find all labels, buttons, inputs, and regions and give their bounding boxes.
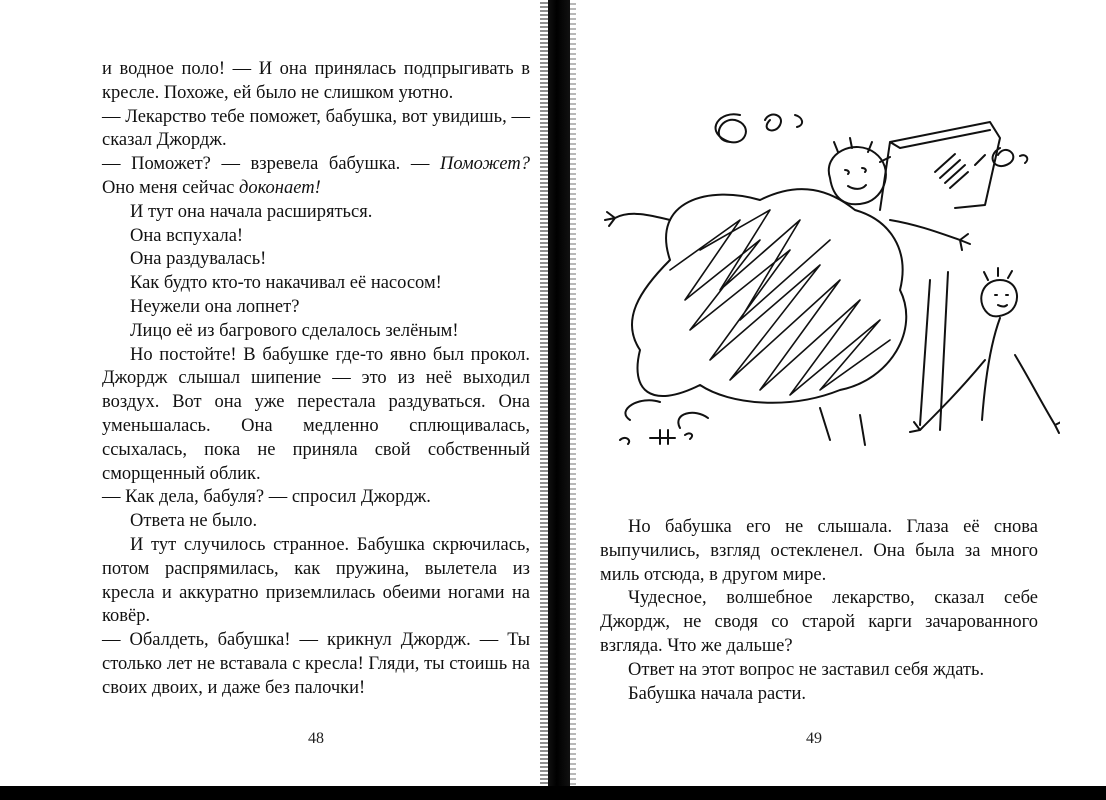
air-swirl-1: [716, 114, 803, 142]
paragraph: [102, 510, 530, 534]
armchair-legs: [820, 272, 948, 445]
illustration: [590, 90, 1060, 450]
text-segment: Оно меня сейчас: [102, 177, 239, 198]
paragraph: [102, 486, 530, 510]
left-page: [0, 0, 548, 800]
text-segment: И тут случилось странное. Бабушка скрючилась, потом распрямилась, как пружина, вылетела из кресла и аккуратно приземлилась обеими ногами на ковёр.: [102, 534, 530, 627]
text-segment: — Обалдеть, бабушка! — крикнул Джордж. — Ты столько лет не вставала с кресла! Гляди, ты стоишь на своих двоих, и даже без палочки!: [102, 630, 530, 698]
grandmother-scribble: [670, 210, 890, 395]
gutter-edge-left: [540, 0, 548, 800]
grandmother-body: [632, 189, 906, 403]
paragraph: [102, 248, 530, 272]
paragraph: [102, 296, 530, 320]
right-page-text: [600, 516, 1038, 706]
armchair: [880, 122, 1000, 210]
emphasis-text: доконает!: [239, 177, 321, 198]
text-segment: Чудесное, волшебное лекарство, сказал себе Джордж, не сводя со старой карги зачарованного взгляда. Что же дальше?: [600, 588, 1038, 656]
bottom-scan-edge: [0, 786, 1106, 800]
text-segment: Как будто кто-то накачивал её насосом!: [130, 273, 442, 294]
grandmother-arm-left: [605, 212, 670, 226]
paragraph: [102, 106, 530, 154]
left-page-text: [102, 58, 530, 701]
text-segment: Ответа не было.: [130, 511, 258, 532]
paragraph: [600, 683, 1038, 707]
paragraph: [102, 201, 530, 225]
paragraph: [102, 629, 530, 700]
text-segment: Ответ на этот вопрос не заставил себя ждать.: [628, 659, 985, 680]
paragraph: [102, 225, 530, 249]
page-number-left: 48: [308, 730, 324, 747]
grandmother-arm-right: [890, 220, 970, 250]
paragraph: [600, 587, 1038, 658]
text-segment: Но бабушка его не слышала. Глаза её снова выпучились, взгляд остекленел. Она была за много миль отсюда, в другом мире.: [600, 517, 1038, 585]
floor-objects: [620, 430, 692, 444]
right-page: [570, 0, 1106, 800]
paragraph: [600, 516, 1038, 587]
paragraph: [102, 534, 530, 629]
text-segment: Она вспухала!: [130, 225, 244, 246]
gutter-edge-right: [570, 0, 576, 800]
text-segment: и водное поло! — И она принялась подпрыгивать в кресле. Похоже, ей было не слишком уютно.: [102, 59, 530, 103]
grandmother-head: [829, 138, 890, 204]
boy: [910, 268, 1060, 433]
text-segment: Бабушка начала расти.: [628, 683, 806, 704]
paragraph: [600, 659, 1038, 683]
text-segment: — Как дела, бабуля? — спросил Джордж.: [102, 487, 431, 508]
text-segment: — Лекарство тебе поможет, бабушка, вот увидишь, — сказал Джордж.: [102, 106, 530, 151]
page-number-right: 49: [806, 730, 822, 747]
text-segment: Неужели она лопнет?: [130, 296, 300, 317]
paragraph: [102, 320, 530, 344]
text-segment: — Поможет? — взревела бабушка. —: [102, 154, 440, 175]
book-spine: [548, 0, 570, 800]
paragraph: [102, 58, 530, 106]
text-segment: Она раздувалась!: [130, 249, 267, 270]
paragraph: [102, 344, 530, 487]
paragraph: [102, 272, 530, 296]
emphasis-text: Поможет?: [439, 154, 530, 175]
text-segment: Лицо её из багрового сделалось зелёным!: [130, 320, 459, 341]
text-segment: И тут она начала расширяться.: [130, 201, 373, 222]
grandmother-feet: [625, 400, 708, 428]
text-segment: Но постойте! В бабушке где-то явно был прокол. Джордж слышал шипение — это из неё выходил воздух. Вот она уже перестала раздуваться. Она уменьшалась. Она медленно сплющивалась, ссыхалась, пока не приняла свой собственный сморщенный облик.: [102, 344, 530, 484]
armchair-hatching: [935, 154, 985, 188]
paragraph: [102, 153, 530, 201]
